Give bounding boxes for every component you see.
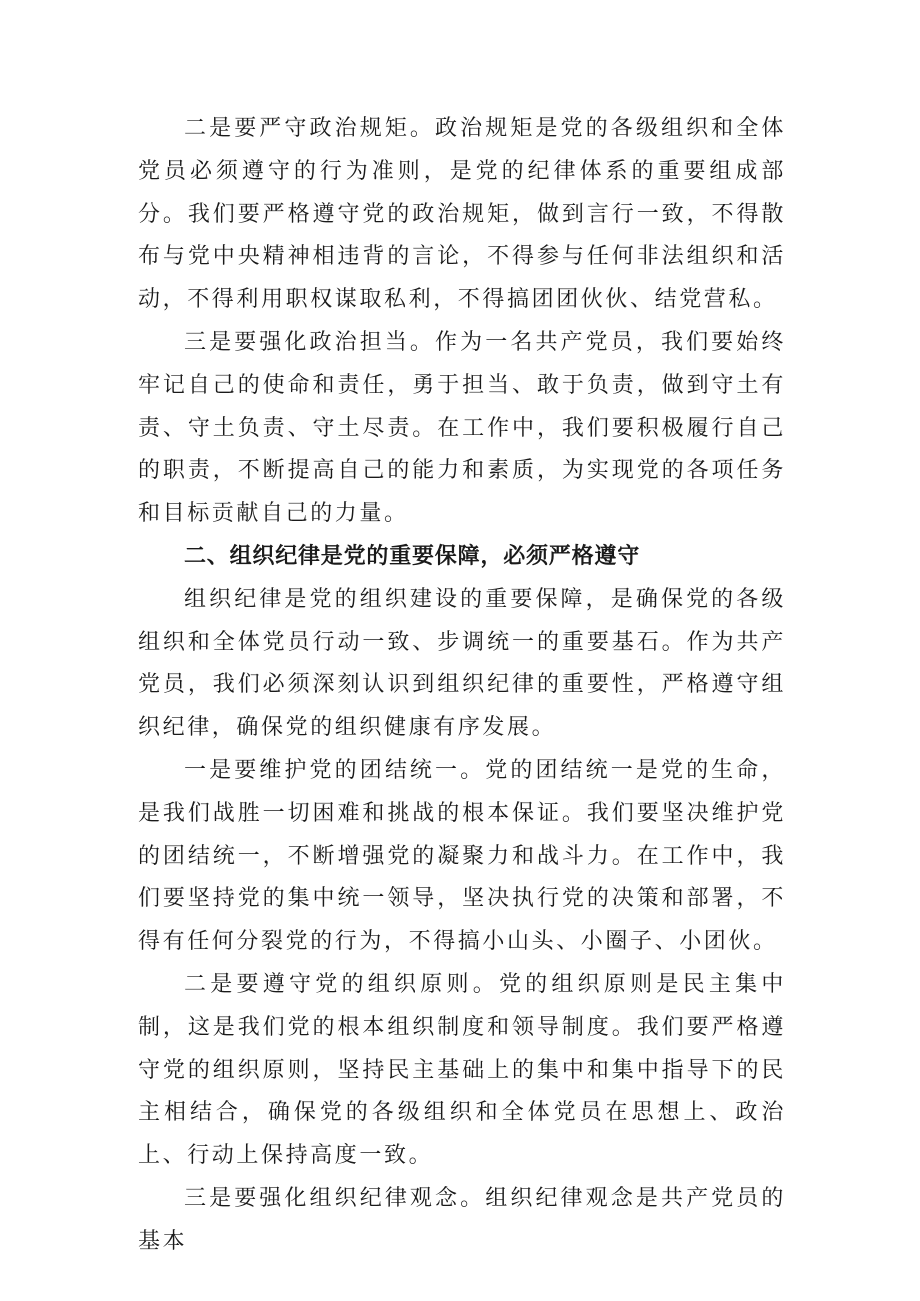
paragraph-political-responsibility: 三是要强化政治担当。作为一名共产党员，我们要始终牢记自己的使命和责任，勇于担当、敢于负责，做到守土有责、守土负责、守土尽责。在工作中，我们要积极履行自己的职责，不断提高自己的能力和素质，为实现党的各项任务和目标贡献自己的力量。 bbox=[138, 329, 786, 527]
paragraph-organizational-principles: 二是要遵守党的组织原则。党的组织原则是民主集中制，这是我们党的根本组织制度和领导制度。我们要严格遵守党的组织原则，坚持民主基础上的集中和集中指导下的民主相结合，确保党的各级组织和全体党员在思想上、政治上、行动上保持高度一致。 bbox=[138, 971, 786, 1169]
paragraph-organizational-discipline: 组织纪律是党的组织建设的重要保障，是确保党的各级组织和全体党员行动一致、步调统一的重要基石。作为共产党员，我们必须深刻认识到组织纪律的重要性，严格遵守组织纪律，确保党的组织健康有序发展。 bbox=[138, 586, 786, 741]
paragraph-political-rules: 二是要严守政治规矩。政治规矩是党的各级组织和全体党员必须遵守的行为准则，是党的纪律体系的重要组成部分。我们要严格遵守党的政治规矩，做到言行一致，不得散布与党中央精神相违背的言论，不得参与任何非法组织和活动，不得利用职权谋取私利，不得搞团团伙伙、结党营私。 bbox=[138, 116, 786, 313]
section-heading: 二、组织纪律是党的重要保障，必须严格遵守 bbox=[184, 543, 641, 569]
paragraph-party-unity: 一是要维护党的团结统一。党的团结统一是党的生命，是我们战胜一切困难和挑战的根本保证。我们要坚决维护党的团结统一，不断增强党的凝聚力和战斗力。在工作中，我们要坚持党的集中统一领导，坚决执行党的决策和部署，不得有任何分裂党的行为，不得搞小山头、小圈子、小团伙。 bbox=[138, 757, 786, 955]
paragraph-discipline-awareness: 三是要强化组织纪律观念。组织纪律观念是共产党员的基本 bbox=[138, 1185, 786, 1254]
document-body bbox=[138, 108, 786, 1264]
